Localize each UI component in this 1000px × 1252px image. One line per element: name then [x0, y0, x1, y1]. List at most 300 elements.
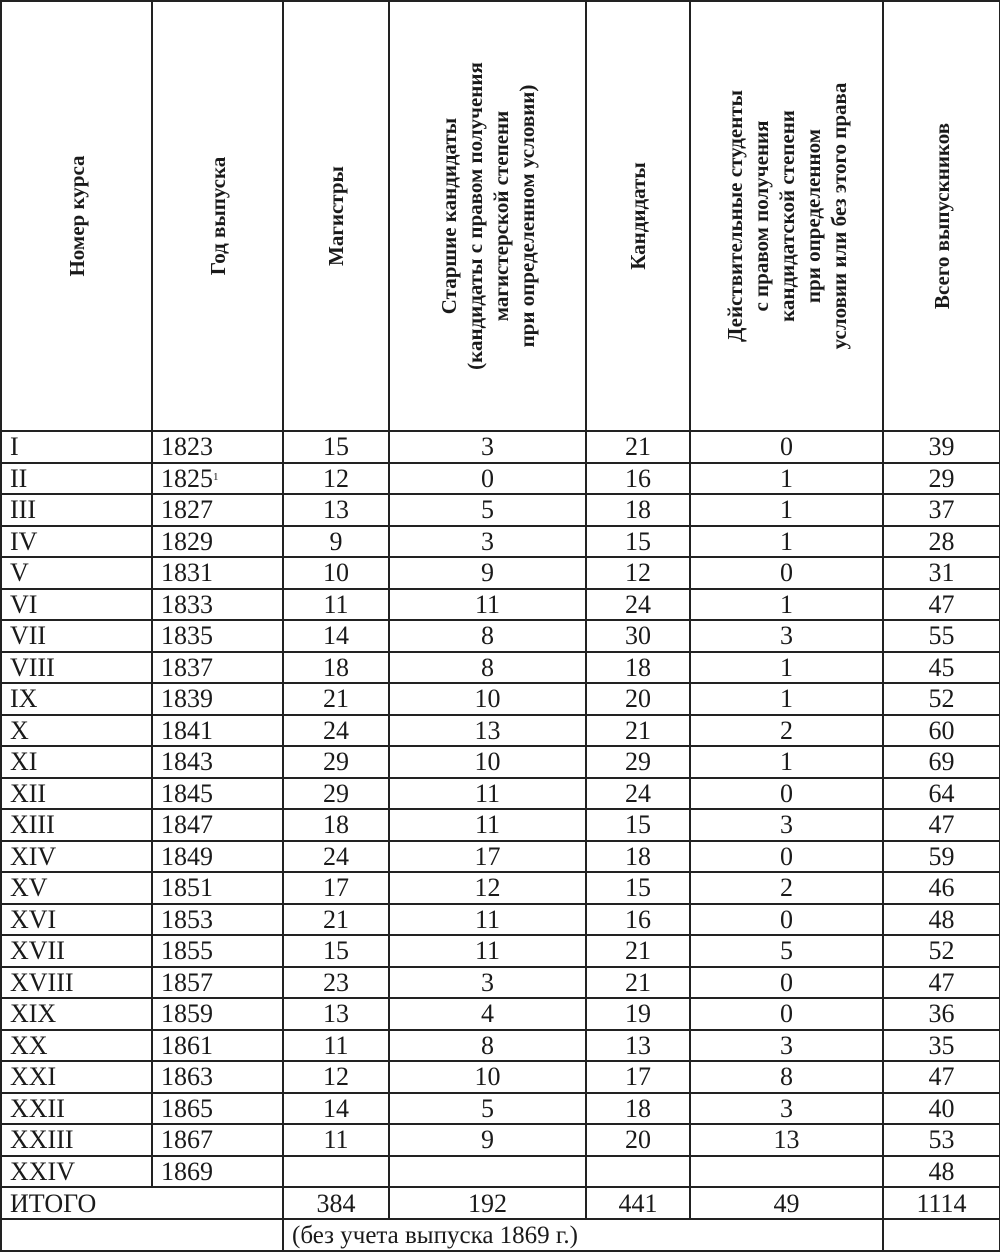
cell-students: [690, 935, 883, 967]
cell-total-text: 35: [928, 1030, 955, 1060]
cell-students-text: 1: [780, 526, 793, 556]
cell-candidates: [586, 778, 690, 810]
cell-masters: [283, 1061, 389, 1093]
cell-masters-text: 13: [323, 495, 349, 525]
cell-students: [690, 652, 883, 684]
table-row: [1, 998, 1000, 1030]
cell-students-text: 1: [780, 463, 793, 493]
cell-students-text: 3: [780, 810, 793, 840]
cell-students: [690, 1030, 883, 1062]
cell-masters-text: 21: [323, 904, 349, 934]
cell-candidates: [586, 715, 690, 747]
cell-masters: [283, 809, 389, 841]
cell-masters: [283, 652, 389, 684]
cell-candidates-text: 24: [625, 778, 651, 808]
cell-total-text: 64: [928, 778, 955, 808]
cell-total: [883, 715, 1000, 747]
cell-year-text: 1839: [161, 684, 213, 714]
cell-masters: [283, 463, 389, 495]
cell-year: [152, 463, 283, 495]
cell-senior: [389, 1124, 586, 1156]
totals-row: [1, 1187, 1000, 1219]
cell-total: [883, 935, 1000, 967]
header-course: Номер курса: [1, 1, 152, 431]
cell-masters: [283, 494, 389, 526]
cell-masters-text: 11: [323, 1030, 349, 1060]
cell-course-text: XIII: [10, 810, 55, 840]
cell-candidates: [586, 652, 690, 684]
table-row: [1, 1156, 1000, 1188]
cell-year: [152, 1093, 283, 1125]
cell-senior-text: 8: [481, 1030, 494, 1060]
cell-senior: [389, 746, 586, 778]
cell-course: [1, 998, 152, 1030]
cell-students: [690, 589, 883, 621]
cell-course-text: II: [10, 463, 28, 493]
cell-masters: [283, 1093, 389, 1125]
cell-total-text: 39: [928, 432, 955, 462]
cell-course: [1, 431, 152, 463]
cell-year: [152, 998, 283, 1030]
cell-course: [1, 1061, 152, 1093]
cell-course-text: VIII: [10, 652, 55, 682]
cell-senior-text: 11: [474, 904, 501, 934]
note-row: [1, 1219, 1000, 1251]
cell-masters: [283, 998, 389, 1030]
cell-senior: [389, 1061, 586, 1093]
cell-course: [1, 809, 152, 841]
cell-total-text: 60: [928, 715, 955, 745]
cell-course: [1, 778, 152, 810]
header-candidates: Кандидаты: [586, 1, 690, 431]
cell-senior-text: 11: [474, 810, 501, 840]
cell-total: [883, 841, 1000, 873]
cell-total-text: 46: [928, 873, 955, 903]
cell-senior: [389, 431, 586, 463]
cell-masters: [283, 1124, 389, 1156]
cell-masters: [283, 872, 389, 904]
table-row: [1, 463, 1000, 495]
cell-students: [690, 683, 883, 715]
totals-label: ИТОГО: [1, 1187, 283, 1219]
cell-masters-text: 21: [323, 684, 349, 714]
cell-senior-text: 8: [481, 652, 494, 682]
cell-total-text: 31: [928, 558, 955, 588]
cell-candidates-text: 13: [625, 1030, 651, 1060]
cell-masters-text: 24: [323, 715, 349, 745]
cell-students: [690, 746, 883, 778]
cell-senior: [389, 715, 586, 747]
table-row: [1, 494, 1000, 526]
cell-students-text: 2: [780, 873, 793, 903]
cell-senior-text: 10: [474, 747, 501, 777]
cell-students-text: 3: [780, 621, 793, 651]
table-row: [1, 746, 1000, 778]
cell-course-text: XXII: [10, 1093, 65, 1123]
cell-year: [152, 683, 283, 715]
cell-senior-text: 0: [481, 463, 494, 493]
cell-course-text: I: [10, 432, 19, 462]
cell-candidates: [586, 589, 690, 621]
cell-masters-text: 13: [323, 999, 349, 1029]
cell-year-text: 1847: [161, 810, 213, 840]
cell-course-text: XVIII: [10, 967, 74, 997]
cell-candidates: [586, 683, 690, 715]
cell-candidates: [586, 620, 690, 652]
table-row: [1, 809, 1000, 841]
cell-course: [1, 715, 152, 747]
cell-year: [152, 841, 283, 873]
cell-students-text: 1: [780, 589, 793, 619]
table-row: [1, 967, 1000, 999]
cell-course-text: XXIII: [10, 1125, 74, 1155]
cell-total-text: 52: [928, 936, 955, 966]
cell-course-text: XXIV: [10, 1156, 75, 1186]
table-row: [1, 589, 1000, 621]
totals-candidates: 441: [586, 1187, 690, 1219]
cell-total-text: 52: [928, 684, 955, 714]
cell-masters: [283, 746, 389, 778]
note-spacer-left: [1, 1219, 283, 1251]
cell-candidates-text: 21: [625, 967, 651, 997]
cell-total: [883, 620, 1000, 652]
cell-year: [152, 809, 283, 841]
cell-masters: [283, 431, 389, 463]
cell-students: [690, 715, 883, 747]
cell-total-text: 48: [928, 1156, 955, 1186]
cell-candidates-text: 16: [625, 904, 651, 934]
cell-total: [883, 778, 1000, 810]
cell-course-text: VI: [10, 589, 38, 619]
cell-masters-text: 12: [323, 1062, 349, 1092]
cell-students-text: 0: [780, 904, 793, 934]
cell-senior-text: 3: [481, 432, 494, 462]
cell-candidates-text: 30: [625, 621, 651, 651]
cell-course-text: V: [10, 558, 29, 588]
cell-year: [152, 935, 283, 967]
cell-students: [690, 809, 883, 841]
cell-total-text: 29: [928, 463, 955, 493]
cell-year: [152, 1061, 283, 1093]
cell-senior: [389, 778, 586, 810]
cell-candidates: [586, 998, 690, 1030]
cell-students-text: 3: [780, 1030, 793, 1060]
header-year: Год выпуска: [152, 1, 283, 431]
cell-senior-text: 4: [481, 999, 494, 1029]
cell-candidates: [586, 431, 690, 463]
cell-year-text: 1827: [161, 495, 213, 525]
cell-students-text: 1: [780, 684, 793, 714]
cell-year: [152, 526, 283, 558]
table-row: [1, 683, 1000, 715]
cell-candidates-text: 17: [625, 1062, 651, 1092]
table-row: [1, 652, 1000, 684]
cell-year: [152, 652, 283, 684]
cell-total-text: 47: [928, 1062, 955, 1092]
cell-students-text: 1: [780, 652, 793, 682]
cell-candidates-text: 21: [625, 936, 651, 966]
cell-year-text: 1829: [161, 526, 213, 556]
cell-total: [883, 809, 1000, 841]
cell-course: [1, 935, 152, 967]
cell-senior: [389, 1030, 586, 1062]
cell-course: [1, 1030, 152, 1062]
cell-year: [152, 557, 283, 589]
cell-total: [883, 746, 1000, 778]
cell-candidates-text: 18: [625, 495, 651, 525]
cell-masters-text: 18: [323, 810, 349, 840]
cell-masters: [283, 778, 389, 810]
cell-candidates-text: 20: [625, 1125, 651, 1155]
cell-students-text: 0: [780, 967, 793, 997]
cell-students-text: 0: [780, 558, 793, 588]
cell-senior: [389, 967, 586, 999]
cell-masters-text: 24: [323, 841, 349, 871]
cell-masters-text: 18: [323, 652, 349, 682]
cell-total-text: 59: [928, 841, 955, 871]
cell-candidates: [586, 746, 690, 778]
cell-year: [152, 872, 283, 904]
cell-course-text: IX: [10, 684, 38, 714]
cell-total: [883, 683, 1000, 715]
cell-course: [1, 463, 152, 495]
cell-senior-text: 5: [481, 1093, 494, 1123]
cell-masters: [283, 1030, 389, 1062]
cell-course: [1, 746, 152, 778]
cell-total-text: 36: [928, 999, 955, 1029]
cell-students: [690, 998, 883, 1030]
cell-year: [152, 746, 283, 778]
cell-year-text: 1843: [161, 747, 213, 777]
cell-total: [883, 431, 1000, 463]
cell-candidates-text: 15: [625, 810, 651, 840]
cell-masters-text: 14: [323, 621, 349, 651]
cell-candidates-text: 12: [625, 558, 651, 588]
cell-total: [883, 998, 1000, 1030]
cell-senior-text: 13: [474, 715, 501, 745]
totals-masters: 384: [283, 1187, 389, 1219]
header-total: Всего выпускников: [883, 1, 1000, 431]
cell-masters: [283, 715, 389, 747]
cell-senior-text: 10: [474, 684, 501, 714]
cell-masters-text: 9: [329, 526, 343, 556]
cell-candidates: [586, 526, 690, 558]
table-row: [1, 1030, 1000, 1062]
cell-senior: [389, 1093, 586, 1125]
cell-senior-text: 11: [474, 778, 501, 808]
cell-total-text: 37: [928, 495, 955, 525]
cell-students: [690, 967, 883, 999]
cell-course: [1, 589, 152, 621]
cell-students: [690, 1156, 883, 1188]
cell-total: [883, 904, 1000, 936]
cell-total-text: 47: [928, 589, 955, 619]
cell-senior: [389, 1156, 586, 1188]
cell-candidates: [586, 872, 690, 904]
table-row: [1, 841, 1000, 873]
cell-year-text: 1831: [161, 558, 213, 588]
header-students: Действительные студенты с правом получения кандидатской степени при определенном условии или без этого права: [690, 1, 883, 431]
cell-total-text: 47: [928, 967, 955, 997]
cell-students: [690, 431, 883, 463]
cell-year-text: 1859: [161, 999, 213, 1029]
cell-total-text: 28: [928, 526, 955, 556]
note-spacer-right: [883, 1219, 1000, 1251]
cell-year-text: 1845: [161, 778, 213, 808]
totals-students: 49: [690, 1187, 883, 1219]
cell-senior-text: 12: [474, 873, 501, 903]
cell-students-text: 0: [780, 841, 793, 871]
cell-masters: [283, 935, 389, 967]
table-row: [1, 872, 1000, 904]
cell-masters-text: 23: [323, 967, 349, 997]
cell-year-text: 1835: [161, 621, 213, 651]
cell-year-text: 1841: [161, 715, 213, 745]
cell-total: [883, 1030, 1000, 1062]
table-row: [1, 1093, 1000, 1125]
cell-senior: [389, 998, 586, 1030]
cell-course: [1, 620, 152, 652]
cell-total: [883, 1093, 1000, 1125]
table-row: [1, 715, 1000, 747]
cell-total-text: 53: [928, 1125, 955, 1155]
cell-total: [883, 463, 1000, 495]
cell-senior-text: 10: [474, 1062, 501, 1092]
cell-students: [690, 494, 883, 526]
cell-students-text: 0: [780, 999, 793, 1029]
cell-candidates-text: 21: [625, 432, 651, 462]
table-note: (без учета выпуска 1869 г.): [283, 1219, 883, 1251]
cell-year-text: 1853: [161, 904, 213, 934]
cell-senior-text: 5: [481, 495, 494, 525]
cell-year: [152, 620, 283, 652]
cell-students-text: 1: [780, 495, 793, 525]
cell-students-text: 2: [780, 715, 793, 745]
cell-candidates-text: 24: [625, 589, 651, 619]
cell-candidates-text: 21: [625, 715, 651, 745]
cell-senior: [389, 589, 586, 621]
cell-candidates: [586, 1124, 690, 1156]
cell-students: [690, 557, 883, 589]
cell-candidates: [586, 494, 690, 526]
cell-masters: [283, 683, 389, 715]
cell-senior: [389, 494, 586, 526]
cell-year-text: 1823: [161, 432, 213, 462]
cell-students: [690, 620, 883, 652]
cell-senior-text: 8: [481, 621, 494, 651]
cell-year-text: 1833: [161, 589, 213, 619]
cell-students-text: 1: [780, 747, 793, 777]
cell-candidates: [586, 1061, 690, 1093]
cell-total: [883, 1124, 1000, 1156]
cell-year-text: 1869: [161, 1156, 213, 1186]
header-masters: Магистры: [283, 1, 389, 431]
cell-candidates-text: 15: [625, 526, 651, 556]
table-row: [1, 620, 1000, 652]
cell-students: [690, 526, 883, 558]
cell-course-text: XV: [10, 873, 48, 903]
cell-year-text: 1851: [161, 873, 213, 903]
cell-students: [690, 1093, 883, 1125]
table-row: [1, 935, 1000, 967]
cell-candidates: [586, 557, 690, 589]
cell-course-text: XVI: [10, 904, 57, 934]
cell-students-text: 0: [780, 778, 793, 808]
cell-masters-text: 11: [323, 589, 349, 619]
cell-candidates: [586, 967, 690, 999]
cell-masters: [283, 589, 389, 621]
cell-students: [690, 904, 883, 936]
cell-candidates: [586, 841, 690, 873]
cell-students: [690, 778, 883, 810]
cell-year-text: 1863: [161, 1062, 213, 1092]
cell-year: [152, 1156, 283, 1188]
cell-masters: [283, 1156, 389, 1188]
cell-candidates-text: 29: [625, 747, 651, 777]
cell-masters: [283, 841, 389, 873]
cell-year: [152, 967, 283, 999]
cell-course: [1, 1156, 152, 1188]
cell-candidates-text: 18: [625, 652, 651, 682]
cell-total: [883, 526, 1000, 558]
cell-total-text: 40: [928, 1093, 955, 1123]
cell-senior-text: 11: [474, 936, 501, 966]
cell-total-text: 45: [928, 652, 955, 682]
cell-masters-text: 12: [323, 463, 349, 493]
cell-masters-text: 15: [323, 432, 349, 462]
cell-total-text: 55: [928, 621, 955, 651]
cell-course-text: IV: [10, 526, 38, 556]
cell-senior: [389, 935, 586, 967]
cell-masters: [283, 526, 389, 558]
cell-senior-text: 3: [481, 967, 494, 997]
cell-candidates-text: 15: [625, 873, 651, 903]
cell-course-text: XIV: [10, 841, 57, 871]
cell-candidates-text: 18: [625, 841, 651, 871]
cell-senior-text: 17: [474, 841, 501, 871]
cell-course: [1, 904, 152, 936]
cell-senior-text: 3: [481, 526, 494, 556]
cell-course: [1, 1093, 152, 1125]
cell-students: [690, 463, 883, 495]
cell-year-text: 1865: [161, 1093, 213, 1123]
cell-candidates-text: 19: [625, 999, 651, 1029]
cell-year-text: 1857: [161, 967, 213, 997]
table-row: [1, 431, 1000, 463]
cell-candidates: [586, 1030, 690, 1062]
cell-total: [883, 494, 1000, 526]
cell-students-text: 0: [780, 432, 793, 462]
cell-total: [883, 1156, 1000, 1188]
cell-year: [152, 431, 283, 463]
cell-candidates-text: 18: [625, 1093, 651, 1123]
cell-senior: [389, 620, 586, 652]
cell-year: [152, 1030, 283, 1062]
cell-year: [152, 589, 283, 621]
cell-total: [883, 967, 1000, 999]
cell-course: [1, 841, 152, 873]
cell-students-text: 3: [780, 1093, 793, 1123]
cell-total: [883, 652, 1000, 684]
cell-students-text: 5: [780, 936, 793, 966]
cell-masters-text: 15: [323, 936, 349, 966]
cell-total: [883, 872, 1000, 904]
cell-candidates: [586, 1156, 690, 1188]
cell-course: [1, 683, 152, 715]
cell-masters: [283, 904, 389, 936]
footnote-marker: 1: [213, 470, 219, 483]
cell-year-text: 1867: [161, 1125, 213, 1155]
